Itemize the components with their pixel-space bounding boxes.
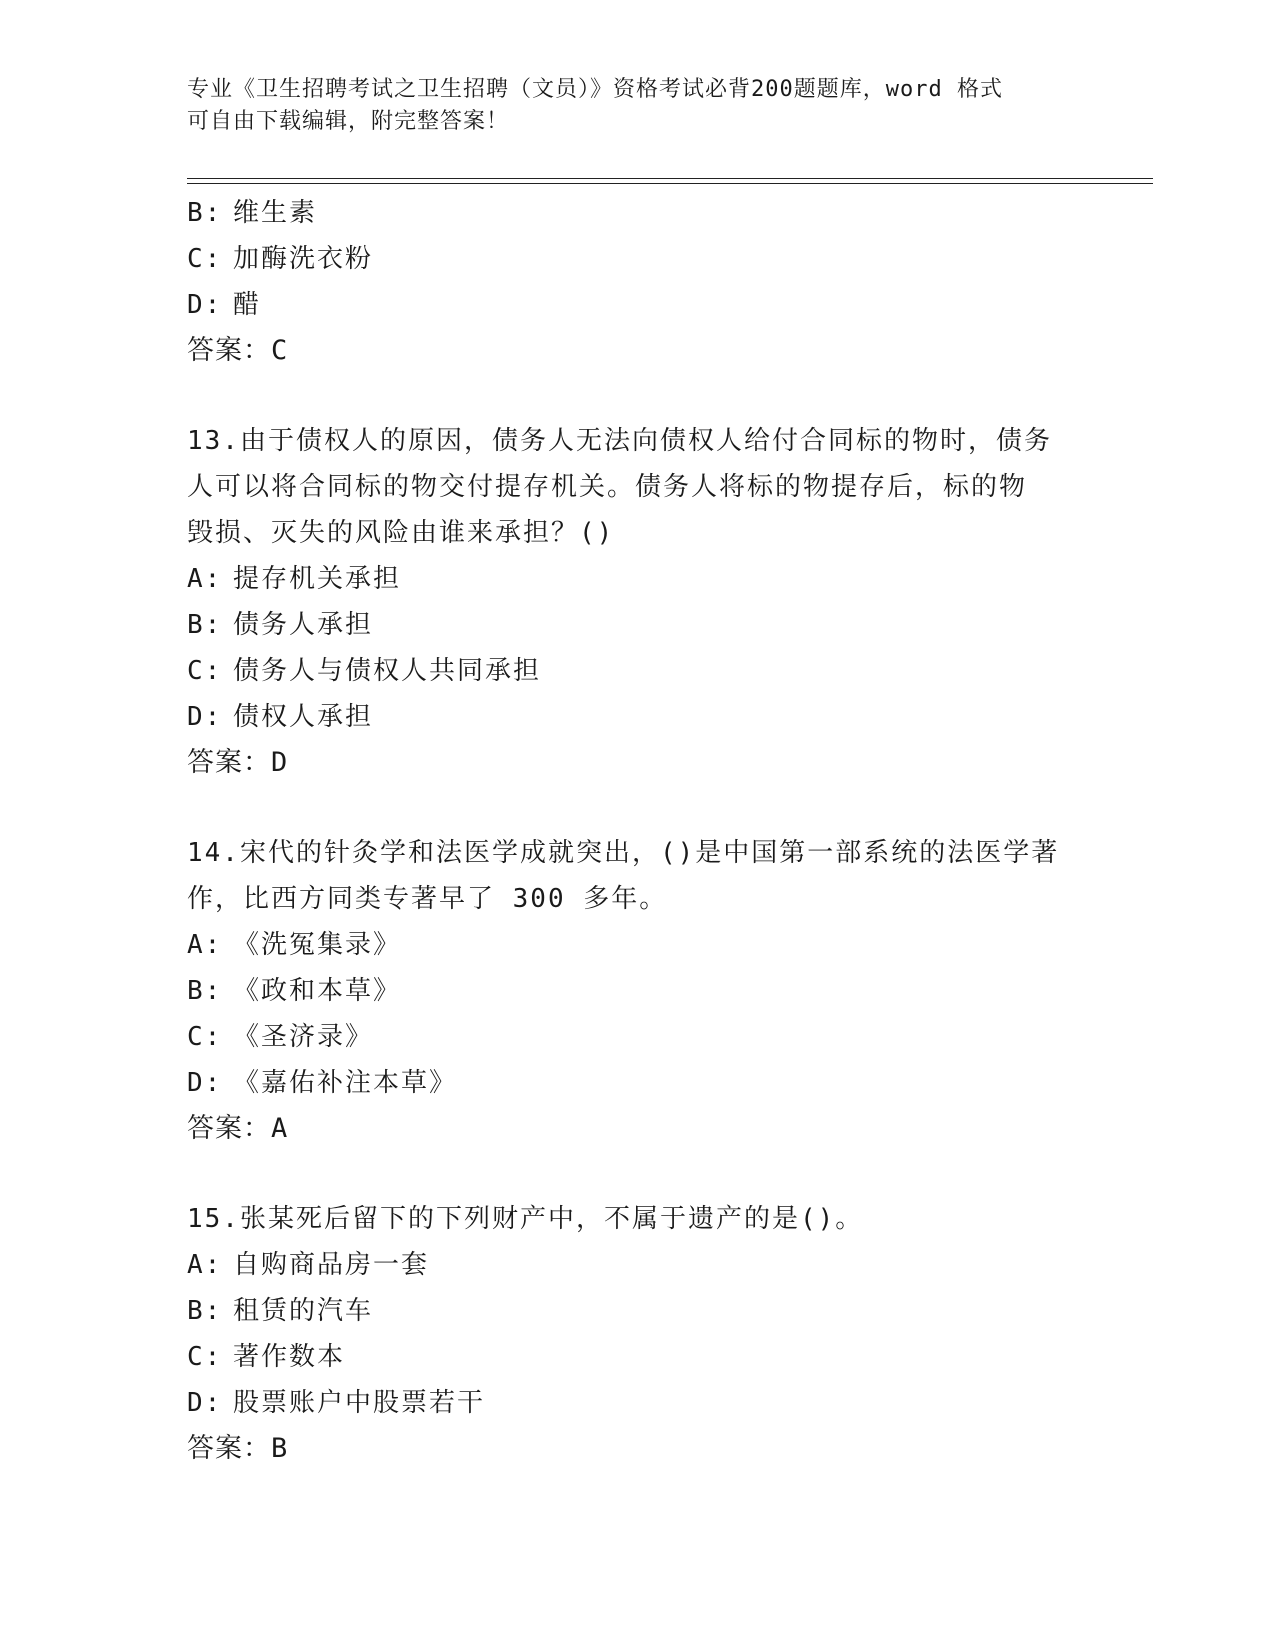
- question-14: [187, 830, 1087, 1152]
- option-a: A: 《洗冤集录》: [187, 930, 402, 960]
- header-divider-top: [187, 178, 1153, 179]
- question-text: 14.宋代的针灸学和法医学成就突出，()是中国第一部系统的法医学著 作，比西方同类专著早了 300 多年。: [187, 838, 1060, 914]
- question-text: 13.由于债权人的原因，债务人无法向债权人给付合同标的物时，债务 人可以将合同标的物交付提存机关。债务人将标的物提存后，标的物 毁损、灭失的风险由谁来承担？(): [187, 426, 1052, 548]
- option-a: A: 自购商品房一套: [187, 1250, 430, 1280]
- option-d: D: 债权人承担: [187, 702, 374, 732]
- option-b: B: 债务人承担: [187, 610, 374, 640]
- header-divider-bottom: [187, 183, 1153, 184]
- previous-question: [187, 190, 1087, 374]
- header-line-1: 专业《卫生招聘考试之卫生招聘（文员）》资格考试必背200题题库，word 格式: [187, 77, 1003, 102]
- option-b: B: 维生素: [187, 198, 318, 228]
- option-c: C: 《圣济录》: [187, 1022, 374, 1052]
- answer-line: 答案：C: [187, 335, 289, 366]
- option-b: B: 租赁的汽车: [187, 1296, 374, 1326]
- option-b: B: 《政和本草》: [187, 976, 402, 1006]
- option-c: C: 债务人与债权人共同承担: [187, 656, 542, 686]
- option-c: C: 著作数本: [187, 1342, 346, 1372]
- option-d: D: 股票账户中股票若干: [187, 1388, 486, 1418]
- document-header: [187, 74, 1087, 138]
- option-d: D: 《嘉佑补注本草》: [187, 1068, 458, 1098]
- answer-line: 答案：B: [187, 1433, 289, 1464]
- header-line-2: 可自由下载编辑，附完整答案！: [187, 109, 510, 134]
- question-content: [187, 190, 1087, 1472]
- question-13: [187, 418, 1087, 786]
- option-c: C: 加酶洗衣粉: [187, 244, 374, 274]
- question-15: [187, 1196, 1087, 1472]
- question-text: 15.张某死后留下的下列财产中，不属于遗产的是()。: [187, 1204, 864, 1234]
- answer-line: 答案：D: [187, 747, 289, 778]
- answer-line: 答案：A: [187, 1113, 289, 1144]
- option-d: D: 醋: [187, 290, 262, 320]
- option-a: A: 提存机关承担: [187, 564, 402, 594]
